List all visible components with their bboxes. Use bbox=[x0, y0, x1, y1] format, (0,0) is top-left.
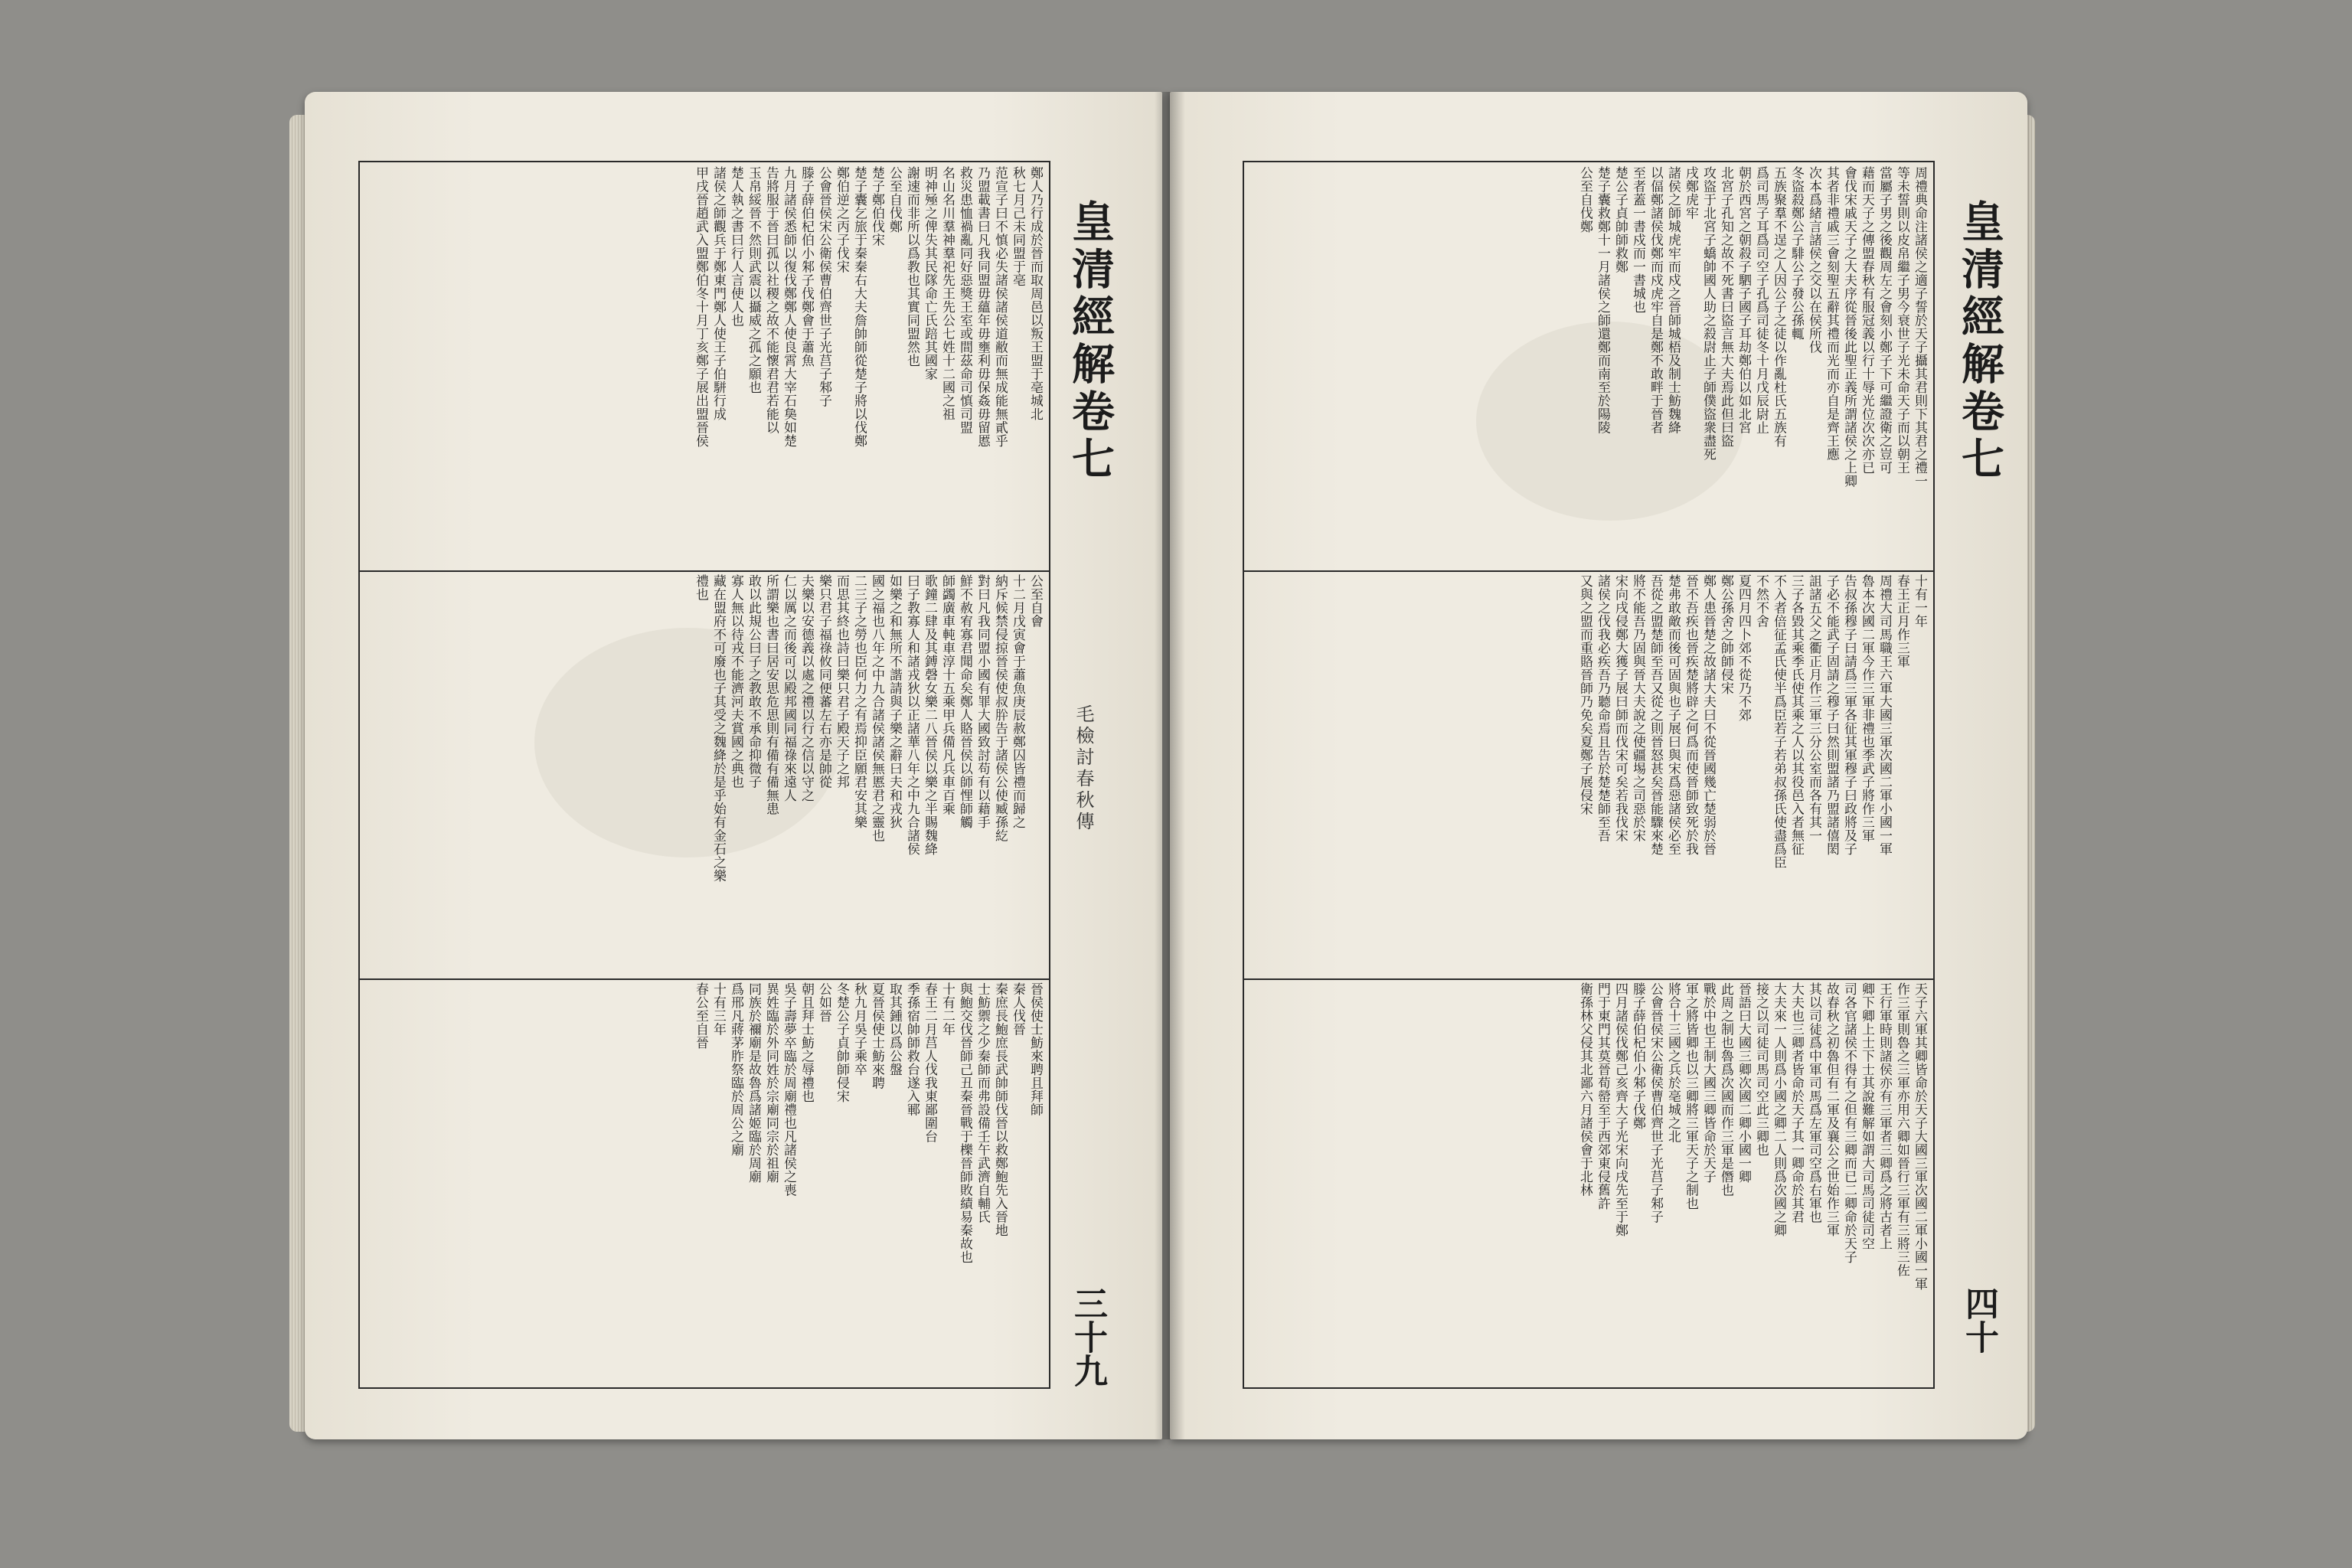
text-column: 至者蓋一書戍而一書城也 bbox=[1630, 166, 1645, 314]
left-page bbox=[305, 92, 1162, 1439]
book-title: 皇清經解 bbox=[1955, 199, 2005, 389]
text-column: 十有三年 bbox=[710, 982, 726, 1036]
text-column: 宋向戌侵鄭大獲子展曰師而伐宋可矣若我伐宋 bbox=[1612, 574, 1628, 842]
text-column: 楚人執之書曰行人言使人也 bbox=[728, 166, 743, 327]
left-text-frame bbox=[358, 161, 1050, 1389]
open-book bbox=[289, 92, 2035, 1462]
text-column: 告叔孫穆子曰請爲三軍各征其軍穆子曰政將及子 bbox=[1841, 574, 1857, 856]
text-column: 將不能吾乃固與晉大夫說之使疆埸之司惡於宋 bbox=[1630, 574, 1645, 842]
text-column: 秦庶長鮑庶長武帥師伐晉以救鄭鮑先入晉地 bbox=[992, 982, 1008, 1237]
text-column: 鄭伯逆之丙子伐宋 bbox=[834, 166, 849, 273]
text-column: 異姓臨於外同姓於宗廟同宗於祖廟 bbox=[763, 982, 779, 1184]
text-column: 又與之盟而重賂晉師乃免矣夏鄭子展侵宋 bbox=[1577, 574, 1592, 815]
text-column: 吳子壽夢卒臨於周廟禮也凡諸侯之喪 bbox=[781, 982, 796, 1197]
text-column: 師蠲廣車軘車淳十五乘甲兵備凡兵車百乘 bbox=[939, 574, 955, 815]
text-column: 此周之制也魯爲次國而作三軍是僭也 bbox=[1718, 982, 1733, 1197]
text-column: 諸侯之師觀兵于鄭東門鄭人使王子伯駢行成 bbox=[710, 166, 726, 421]
text-column: 秋七月己未同盟于亳 bbox=[1010, 166, 1025, 287]
text-column: 門于東門其莫晉荀罃至于西郊東侵舊許 bbox=[1595, 982, 1610, 1210]
text-column: 公會晉侯宋公衛侯曹伯齊世子光莒子邾子 bbox=[1648, 982, 1663, 1223]
text-column: 夏晉侯使士魴來聘 bbox=[869, 982, 884, 1089]
text-column: 鄭公孫舍之帥師侵宋 bbox=[1718, 574, 1733, 695]
text-column: 二三子之勞也臣何力之有焉抑臣願君安其樂 bbox=[851, 574, 867, 829]
text-column: 藉而天子之傳盟春秋有服冠義以行十辱光位次次亦已 bbox=[1859, 166, 1874, 475]
text-column: 爲邢凡蔣茅胙祭臨於周公之廟 bbox=[728, 982, 743, 1157]
page-number-left: 三十九 bbox=[1068, 1286, 1107, 1387]
text-column: 不入者倍征孟氏使半爲臣若子若弟叔孫氏使盡爲臣 bbox=[1771, 574, 1786, 869]
right-band-middle bbox=[1249, 574, 1927, 975]
text-column: 告將服于晉曰孤以社稷之故不能懷君君若能以 bbox=[763, 166, 779, 434]
text-column: 爲司馬子耳爲司空子孔爲司徒冬十月戊辰尉止 bbox=[1753, 166, 1769, 434]
text-column: 諸侯之伐我必疾吾乃聽命焉且告於楚楚師至吾 bbox=[1595, 574, 1610, 842]
text-column: 謝速而非所以爲教也其實同盟然也 bbox=[904, 166, 920, 368]
text-column: 楚弗敢敵而後可固與也子展曰與宋爲惡諸侯必至 bbox=[1665, 574, 1681, 856]
text-column: 取其鍾以爲公盤 bbox=[887, 982, 902, 1076]
text-column: 春王二月莒人伐我東鄙圍台 bbox=[922, 982, 937, 1143]
volume-number: 卷七 bbox=[1065, 389, 1116, 484]
text-column: 歌鐘二肆及其鎛磬女樂二八晉侯以樂之半賜魏絳 bbox=[922, 574, 937, 856]
text-column: 禮也 bbox=[693, 574, 708, 601]
text-column: 晉語曰大國三卿次國二卿小國一卿 bbox=[1736, 982, 1751, 1184]
text-column: 春公至自晉 bbox=[693, 982, 708, 1050]
right-text-frame bbox=[1243, 161, 1935, 1389]
text-column: 春王正月作三軍 bbox=[1894, 574, 1909, 668]
text-column: 秋九月吳子乘卒 bbox=[851, 982, 867, 1076]
right-band-top bbox=[1249, 166, 1927, 567]
text-column: 鄭人患晉楚之故諸大夫曰不從晉國幾亡楚弱於晉 bbox=[1700, 574, 1716, 856]
text-column: 晉侯使士魴來聘且拜師 bbox=[1027, 982, 1043, 1116]
text-column: 楚子鄭伯伐宋 bbox=[869, 166, 884, 247]
right-band-bottom bbox=[1249, 982, 1927, 1383]
text-column: 公如晉 bbox=[816, 982, 831, 1023]
text-column: 公至自會 bbox=[1027, 574, 1043, 628]
text-column: 子必不能武子固請之穆子曰然則盟諸乃盟諸僖閎 bbox=[1824, 574, 1839, 856]
text-column: 敢以此規公曰子之教敢不承命抑微子 bbox=[746, 574, 761, 789]
text-column: 其者非禮戚三會刻聖五辭其禮而光而亦自是齊王應 bbox=[1824, 166, 1839, 461]
text-column: 士魴禦之少秦師而弗設備壬午武濟自輔氏 bbox=[975, 982, 990, 1223]
book-title: 皇清經解 bbox=[1065, 199, 1116, 389]
text-column: 攻盜于北宮子蟜帥國人助之殺尉止子師僕盜衆盡死 bbox=[1700, 166, 1716, 461]
left-band-middle bbox=[364, 574, 1043, 975]
text-column: 五族聚羣不逞之人因公子之徒以作亂杜氏五族有 bbox=[1771, 166, 1786, 448]
text-column: 次本爲緒言諸侯之交以在侯所伐 bbox=[1806, 166, 1821, 354]
left-band-top bbox=[364, 166, 1043, 567]
text-column: 而思其終也詩曰樂只君子殿天子之邦 bbox=[834, 574, 849, 789]
right-page bbox=[1170, 92, 2027, 1439]
text-column: 鮮不赦宥寡君聞命矣鄭人賂晉侯以師悝師觸 bbox=[957, 574, 972, 829]
text-column: 季孫宿帥師救台遂入鄆 bbox=[904, 982, 920, 1116]
text-column: 滕子薛伯杞伯小邾子伐鄭 bbox=[1630, 982, 1645, 1130]
text-column: 曰子教寡人和諸戎狄以正諸華八年之中九合諸侯 bbox=[904, 574, 920, 856]
text-column: 四月諸侯伐鄭己亥齊大子光宋向戌先至于鄭 bbox=[1612, 982, 1628, 1237]
text-column: 會伐宋戚天子之大夫序從晉後此聖正義所謂諸侯之上卿 bbox=[1841, 166, 1857, 488]
rule-line bbox=[1244, 570, 1933, 572]
text-column: 秦人伐晉 bbox=[1010, 982, 1025, 1036]
left-band-bottom bbox=[364, 982, 1043, 1383]
text-column: 藏在盟府不可廢也子其受之魏絳於是乎始有金石之樂 bbox=[710, 574, 726, 883]
text-column: 救災患恤禍亂同好惡獎王室或間茲命司慎司盟 bbox=[957, 166, 972, 434]
text-column: 楚子囊乞旅于秦秦右大夫詹帥師從楚子將以伐鄭 bbox=[851, 166, 867, 448]
text-column: 接之以司徒司馬司空此三卿也 bbox=[1753, 982, 1769, 1157]
text-column: 十有二年 bbox=[939, 982, 955, 1036]
text-column: 戌鄭虎牢 bbox=[1683, 166, 1698, 220]
text-column: 范宣子曰不慎必失諸侯諸侯道敝而無成能無貳乎 bbox=[992, 166, 1008, 448]
text-column: 戰於中也王制大國三卿皆命於天子 bbox=[1700, 982, 1716, 1184]
book-spine-gutter bbox=[1155, 92, 1185, 1439]
text-column: 當屬子男之後觀周左之會刻小鄭子下可繼證衛之豈可 bbox=[1877, 166, 1892, 475]
text-column: 玉帛綏晉不然則武震以攝威之孤之願也 bbox=[746, 166, 761, 394]
text-column: 衛孫林父侵其北鄙六月諸侯會于北林 bbox=[1577, 982, 1592, 1197]
text-column: 國之福也八年之中九合諸侯諸侯無慝君之靈也 bbox=[869, 574, 884, 842]
text-column: 對曰凡我同盟小國有罪大國致討苟有以藉手 bbox=[975, 574, 990, 829]
text-column: 以偪鄭諸侯伐鄭而戍虎牢自是鄭不敢畔于晉者 bbox=[1648, 166, 1663, 434]
text-column: 公至自伐鄭 bbox=[1577, 166, 1592, 234]
text-column: 大夫來一人則爲小國之卿二人則爲次國之卿 bbox=[1771, 982, 1786, 1237]
text-column: 冬盜殺鄭公子騑公子發公孫輒 bbox=[1788, 166, 1804, 341]
text-column: 明神殛之俾失其民隊命亡氏踣其國家 bbox=[922, 166, 937, 381]
text-column: 如樂之和無所不諧請與子樂之辭曰夫和戎狄 bbox=[887, 574, 902, 829]
text-column: 滕子薛伯杞伯小邾子伐鄭會于蕭魚 bbox=[799, 166, 814, 368]
text-column: 周禮大司馬職王六軍大國三軍次國二軍小國一軍 bbox=[1877, 574, 1892, 856]
book-title-margin bbox=[1949, 199, 2011, 484]
text-column: 甲戌晉趙武入盟鄭伯冬十月丁亥鄭子展出盟晉侯 bbox=[693, 166, 708, 448]
text-column: 司各官諸侯不得有之但有三卿而已二卿命於天子 bbox=[1841, 982, 1857, 1264]
text-column: 納斥候禁侵掠晉侯使叔肸告于諸侯公使臧孫紇 bbox=[992, 574, 1008, 842]
text-column: 同族於禰廟是故魯爲諸姬臨於周廟 bbox=[746, 982, 761, 1184]
text-column: 樂只君子福祿攸同便蕃左右亦是帥從 bbox=[816, 574, 831, 789]
page-number-right: 四十 bbox=[1959, 1286, 1998, 1354]
text-column: 寡人無以待戎不能濟河夫賞國之典也 bbox=[728, 574, 743, 789]
text-column: 十有一年 bbox=[1912, 574, 1927, 628]
book-title-margin bbox=[1060, 199, 1121, 484]
text-column: 朝且拜士魴之辱禮也 bbox=[799, 982, 814, 1103]
text-column: 十二月戊寅會于蕭魚庚辰赦鄭囚皆禮而歸之 bbox=[1010, 574, 1025, 829]
text-column: 其以司徒爲中軍司馬爲左軍司空爲右軍也 bbox=[1806, 982, 1821, 1223]
text-column: 所謂樂也書曰居安思危思則有備有備無患 bbox=[763, 574, 779, 815]
text-column: 將合十三國之兵於亳城之北 bbox=[1665, 982, 1681, 1143]
text-column: 公至自伐鄭 bbox=[887, 166, 902, 234]
text-column: 楚公子貞帥師救鄭 bbox=[1612, 166, 1628, 273]
text-column: 故春秋之初魯但有二軍及襄公之世始作三軍 bbox=[1824, 982, 1839, 1237]
rule-line bbox=[1244, 978, 1933, 980]
text-column: 作三軍則魯之三軍亦用六卿如晉行三軍有三將三佐 bbox=[1894, 982, 1909, 1277]
text-column: 大夫也三卿者皆命於天子其一卿命於其君 bbox=[1788, 982, 1804, 1223]
text-column: 等未誓則以皮帛繼子男今衰世子光未命天子而以朝王 bbox=[1894, 166, 1909, 475]
text-column: 三子各毀其乘季氏使其乘之人以其役邑入者無征 bbox=[1788, 574, 1804, 856]
text-column: 卿下卿上士下士其說難解如謂大司馬司徒司空 bbox=[1859, 982, 1874, 1250]
text-column: 周禮典命注諸侯之適子誓於天子攝其君則下其君之禮一 bbox=[1912, 166, 1927, 488]
text-column: 鄭人乃行成於晉而取周邑以叛王盟于亳城北 bbox=[1027, 166, 1043, 421]
text-column: 天子六軍其卿皆命於天子大國三軍次國二軍小國一軍 bbox=[1912, 982, 1927, 1291]
text-column: 晉不吾疾也晉疾楚將辟之何爲而使晉師致死於我 bbox=[1683, 574, 1698, 856]
rule-line bbox=[360, 978, 1049, 980]
text-column: 冬楚公子貞帥師侵宋 bbox=[834, 982, 849, 1103]
text-column: 名山名川羣神羣祀先王先公七姓十二國之祖 bbox=[939, 166, 955, 421]
chapter-subtitle: 毛檢討春秋傳 bbox=[1073, 704, 1094, 833]
text-column: 軍之將皆卿也以三卿將三軍天子之制也 bbox=[1683, 982, 1698, 1210]
text-column: 乃盟載書曰凡我同盟毋蘊年毋壅利毋保姦毋留慝 bbox=[975, 166, 990, 448]
text-column: 王行軍時則諸侯亦有三軍者三卿爲之將古者上 bbox=[1877, 982, 1892, 1250]
volume-number: 卷七 bbox=[1955, 389, 2005, 484]
text-column: 朝於西宮之朝殺子駟子國子耳劫鄭伯以如北宮 bbox=[1736, 166, 1751, 434]
text-column: 諸侯之師城虎牢而戍之晉師城梧及制士魴魏絳 bbox=[1665, 166, 1681, 434]
text-column: 吾從之盟楚師至吾又從之則晉怒甚矣晉能驟來楚 bbox=[1648, 574, 1663, 856]
text-column: 夫樂以安德義以處之禮以行之信以守之 bbox=[799, 574, 814, 802]
rule-line bbox=[360, 570, 1049, 572]
text-column: 九月諸侯悉師以復伐鄭鄭人使良霄大宰石㚟如楚 bbox=[781, 166, 796, 448]
text-column: 公會晉侯宋公衛侯曹伯齊世子光莒子邾子 bbox=[816, 166, 831, 407]
text-column: 楚子囊救鄭十一月諸侯之師還鄭而南至於陽陵 bbox=[1595, 166, 1610, 434]
text-column: 仁以厲之而後可以殿邦國同福祿來遠人 bbox=[781, 574, 796, 802]
text-column: 詛諸五父之衢正月作三軍三分公室而各有其一 bbox=[1806, 574, 1821, 842]
text-column: 北宮子孔知之故不死書曰盜言無大夫焉此但曰盜 bbox=[1718, 166, 1733, 448]
text-column: 與鮑交伐晉師己丑秦晉戰于櫟晉師敗績易秦故也 bbox=[957, 982, 972, 1264]
text-column: 魯本次國二軍今作三軍非禮也季武子將作三軍 bbox=[1859, 574, 1874, 842]
text-column: 不然不舍 bbox=[1753, 574, 1769, 628]
text-column: 夏四月四卜郊不從乃不郊 bbox=[1736, 574, 1751, 722]
